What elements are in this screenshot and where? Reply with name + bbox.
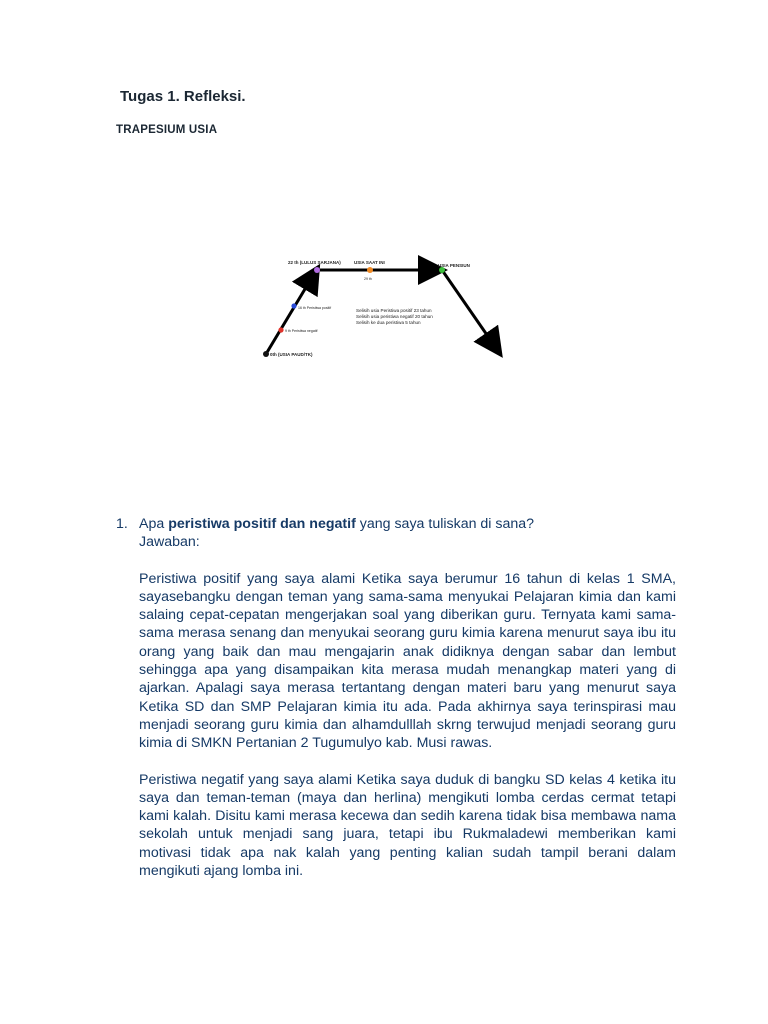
page-title: Tugas 1. Refleksi. [120, 88, 246, 105]
question-number: 1. [116, 516, 128, 532]
paragraph-negative: Peristiwa negatif yang saya alami Ketika saya duduk di bangku SD kelas 4 ketika itu saya dan teman-teman (maya dan herlina) mengikuti lomba cerdas cermat tetapi kami kalah. Disitu kami merasa kecewa dan sedih karena tidak bisa membawa nama sekolah untuk menjadi sang juara, tetapi ibu Rukmaladewi memberikan kami motivasi tidak apa nak kalah yang penting kalian sudah tampil berani dalam mengikuti ajang lomba ini. [139, 771, 676, 880]
question-text-before: Apa [139, 516, 169, 532]
question-line [116, 515, 676, 533]
rising-arrow [266, 274, 314, 354]
question-text [139, 515, 534, 533]
paragraph-positive: Peristiwa positif yang saya alami Ketika saya berumur 16 tahun di kelas 1 SMA, sayasebangku dengan teman yang sama-sama menyukai Pelajaran kimia dan kami salaing cepat-cepatan mengerjakan soal yang diberikan guru. Ternyata kami sama-sama merasa senang dan menyukai seorang guru kimia karena menurut saya ibu itu orang yang baik dan mau mengajarin anak didiknya dengan sabar dan lembut sehingga apa yang disampaikan kita merasa mudah menangkap materi yang di ajarkan. Apalagi saya merasa tertantang dengan materi baru yang menurut saya Ketika SD dan SMP Pelajaran kimia itu ada. Pada akhirnya saya terinspirasi mau menjadi seorang guru kimia dan alhamdulllah skrng terwujud menjadi seorang guru kimia di SMKN Pertanian 2 Tugumulyo kab. Musi rawas. [139, 570, 676, 752]
age-trapezium-diagram [250, 250, 520, 370]
question-block [116, 515, 676, 880]
note-line: Selisih usia peristiwa negatif 20 tahun [356, 314, 433, 319]
positive-dot [291, 303, 296, 308]
falling-arrow [442, 270, 496, 348]
label-negative: 9 th Peristiwa negatif [285, 329, 318, 333]
label-graduate: 22 th (LULUS SARJANA) [288, 260, 341, 265]
label-positive: 16 th Peristiwa positif [298, 306, 332, 310]
section-subtitle: TRAPESIUM USIA [116, 124, 218, 136]
graduate-dot [314, 267, 320, 273]
start-dot [263, 351, 269, 357]
negative-dot [278, 327, 283, 332]
question-text-bold: peristiwa positif dan negatif [168, 516, 356, 532]
label-retire: USIA PENSIUN [438, 263, 470, 268]
answer-label: Jawaban: [139, 534, 200, 551]
note-line: Selisih ke dua peristiwa 5 tahun [356, 320, 421, 325]
note-line: Selisih usia Peristiwa positif 23 tahun [356, 308, 432, 313]
question-text-after: yang saya tuliskan di sana? [355, 516, 535, 532]
now-dot [367, 267, 373, 273]
label-now: USIA SAAT INI [354, 260, 385, 265]
label-now-age: 29 th [364, 277, 372, 281]
label-start: 0th (USIA PAUD/TK) [270, 352, 313, 357]
